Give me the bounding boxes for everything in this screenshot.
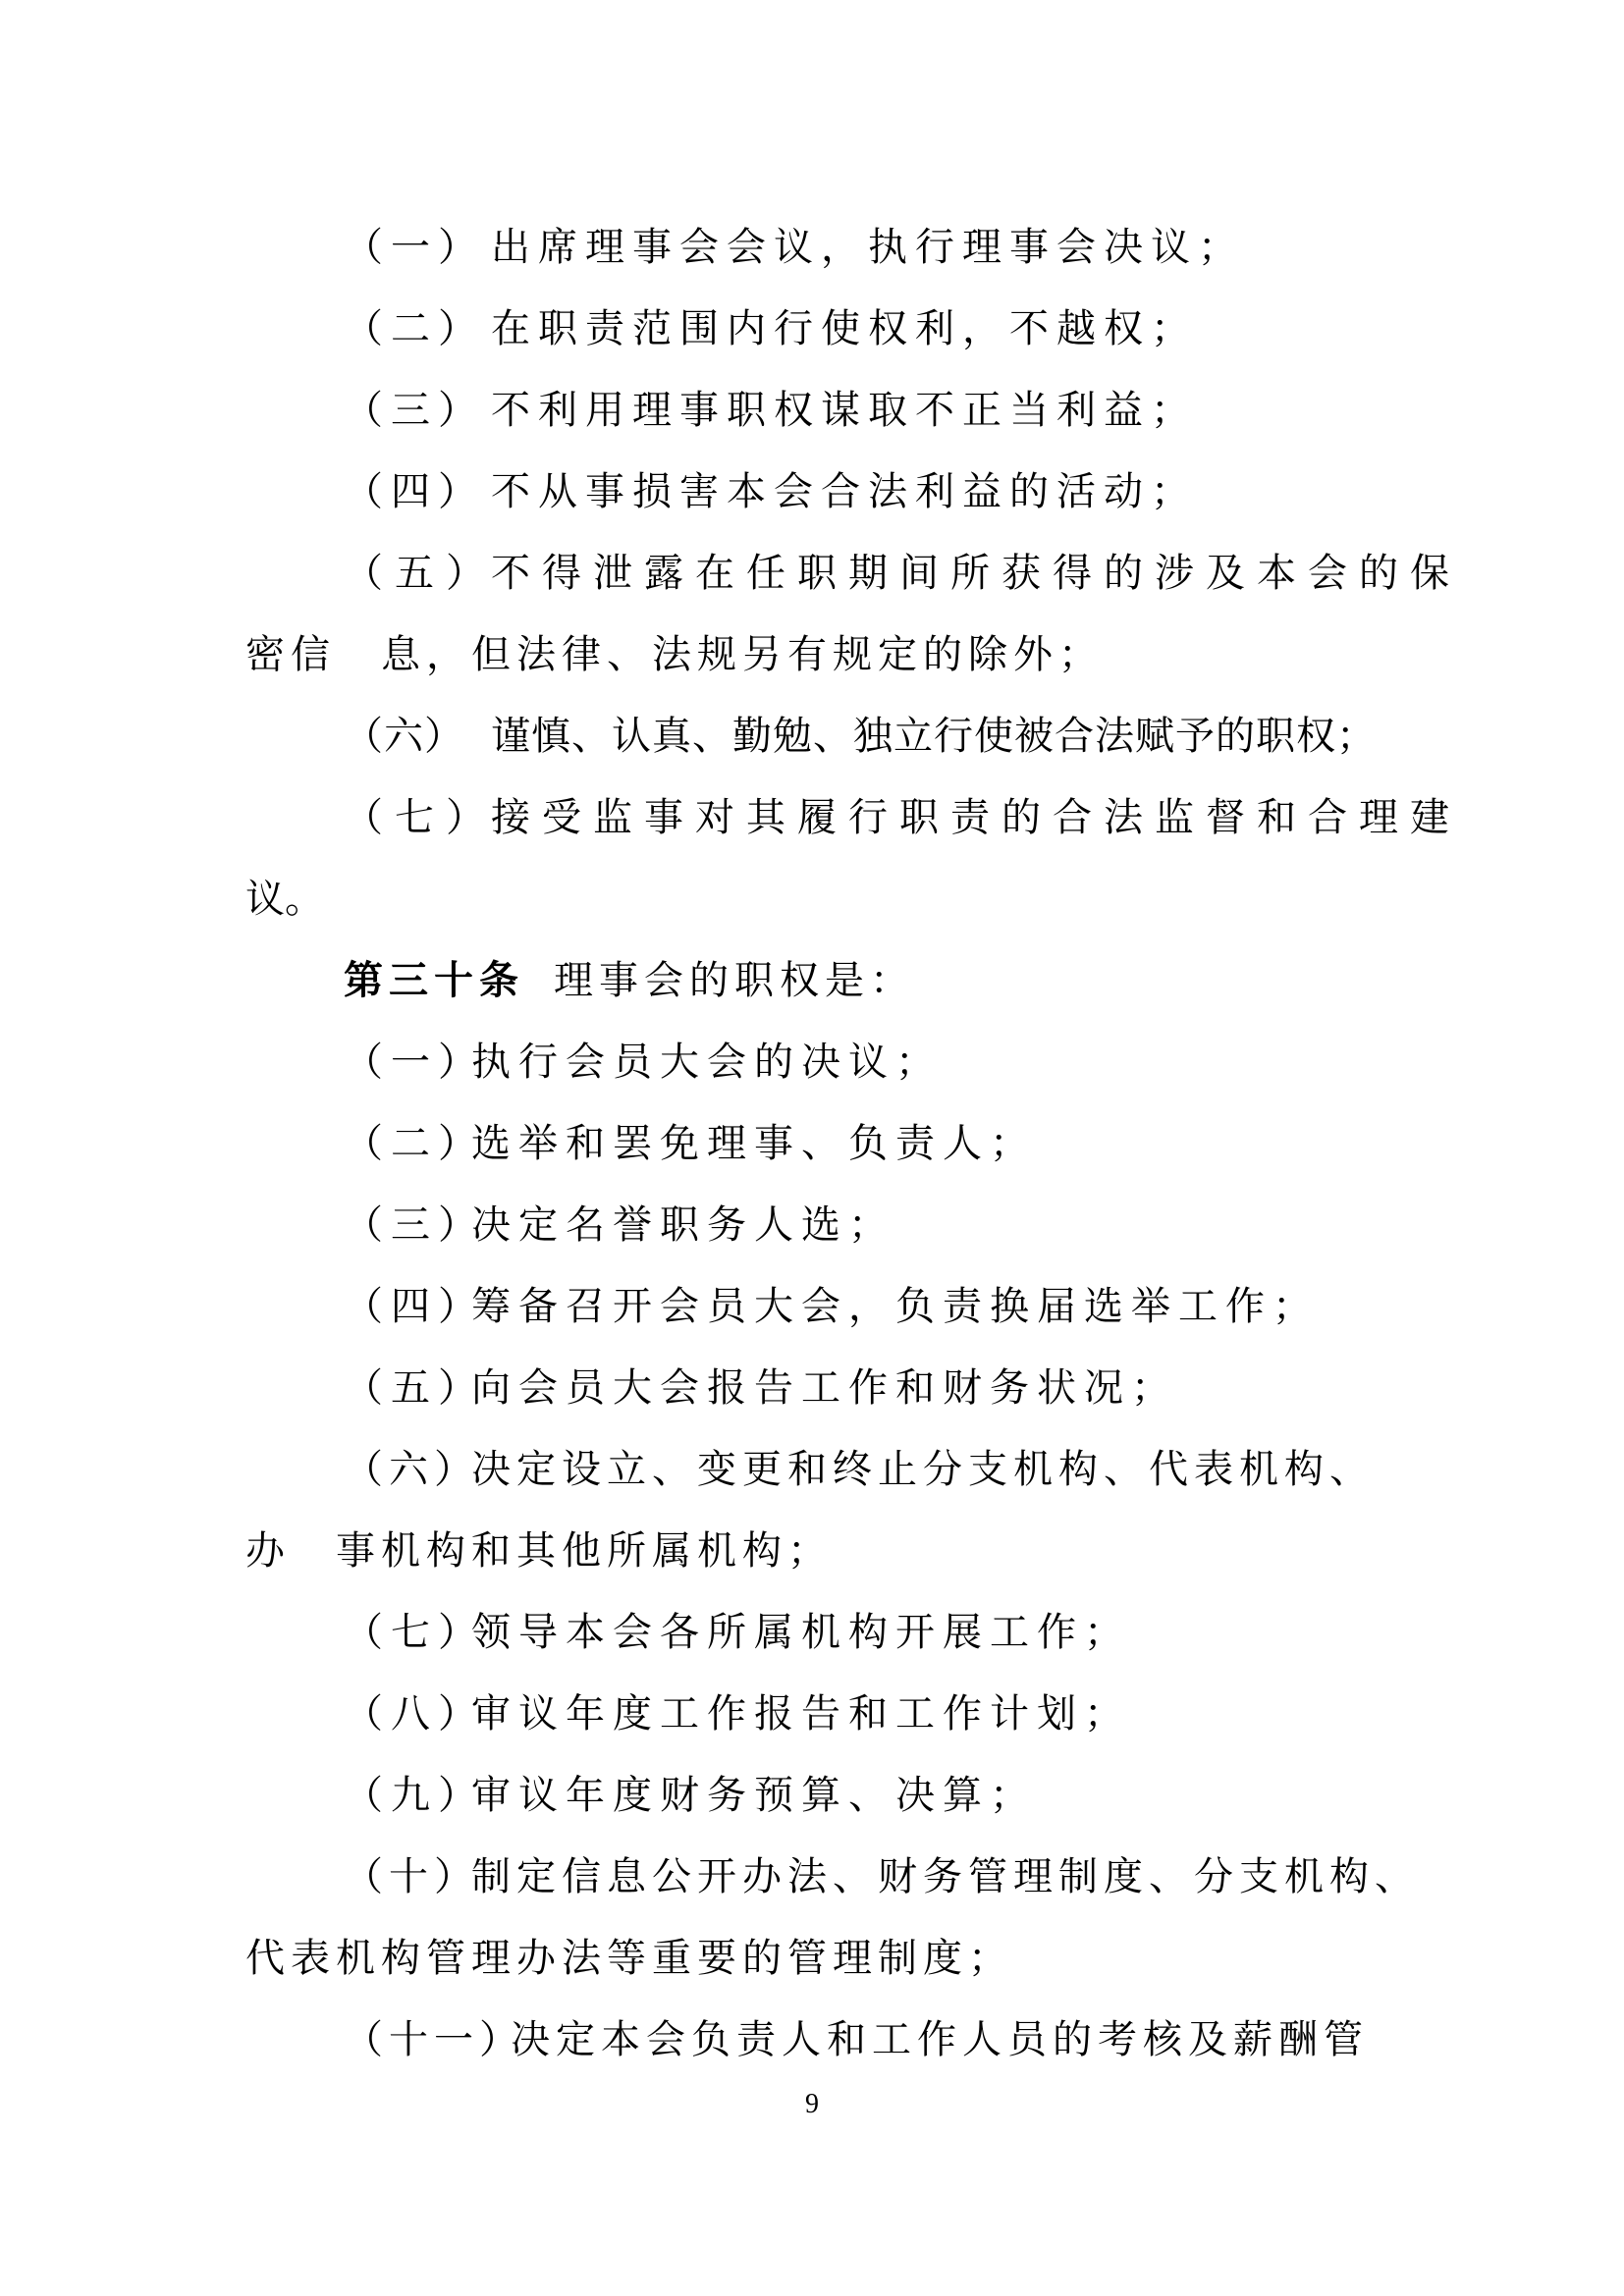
item-number: （六） — [344, 714, 464, 759]
power-item-10 — [344, 1847, 1420, 1906]
item-text: 不得泄露在任职期间所获得的涉及本会的保 — [491, 551, 1461, 596]
duty-item-2 — [344, 299, 1198, 358]
item-number: （八） — [344, 1691, 485, 1736]
duty-item-5 — [344, 544, 1461, 603]
item-number: （二） — [344, 1121, 485, 1166]
power-item-9 — [344, 1766, 1037, 1825]
power-item-5 — [344, 1359, 1178, 1417]
duty-item-7-continued: 议。 — [245, 877, 324, 922]
duty-item-6 — [344, 707, 1377, 766]
power-item-6 — [344, 1440, 1375, 1499]
power-item-1 — [344, 1033, 943, 1092]
item-text: 不利用理事职权谋取不正当利益； — [491, 388, 1198, 433]
item-number: （六） — [344, 1447, 479, 1492]
duty-item-4 — [344, 462, 1198, 521]
duty-item-7 — [344, 788, 1461, 847]
item-number: （七） — [344, 795, 497, 840]
item-number: （四） — [344, 1284, 485, 1329]
item-number: （一） — [344, 225, 485, 270]
item-number: （二） — [344, 306, 485, 351]
duty-item-5-continued: 密信 息，但法律、法规另有规定的除外； — [245, 632, 1104, 677]
item-text: 筹备召开会员大会，负责换届选举工作； — [471, 1284, 1320, 1329]
power-item-3 — [344, 1196, 895, 1255]
item-number: （十） — [344, 1854, 479, 1899]
item-text: 在职责范围内行使权利，不越权； — [491, 306, 1198, 351]
item-number: （三） — [344, 388, 485, 433]
item-number: （四） — [344, 469, 485, 514]
item-number: （三） — [344, 1202, 485, 1248]
power-item-8 — [344, 1684, 1131, 1743]
item-text: 制定信息公开办法、财务管理制度、分支机构、 — [471, 1854, 1420, 1899]
power-item-7 — [344, 1603, 1131, 1662]
power-item-10-continued: 代表机构管理办法等重要的管理制度； — [245, 1936, 1013, 1981]
item-text: 决定名誉职务人选； — [471, 1202, 895, 1248]
item-text: 领导本会各所属机构开展工作； — [471, 1610, 1131, 1655]
power-item-4 — [344, 1277, 1320, 1336]
duty-item-1 — [344, 218, 1245, 277]
item-text: 向会员大会报告工作和财务状况； — [471, 1365, 1178, 1411]
duty-item-3 — [344, 381, 1198, 440]
item-text: 决定设立、变更和终止分支机构、代表机构、 — [471, 1447, 1375, 1492]
item-text: 接受监事对其履行职责的合法监督和合理建 — [491, 795, 1461, 840]
page-number: 9 — [805, 2089, 819, 2119]
item-text: 出席理事会会议，执行理事会决议； — [491, 225, 1245, 270]
power-item-11 — [344, 2010, 1369, 2069]
item-text: 选举和罢免理事、负责人； — [471, 1121, 1037, 1166]
item-number: （十一） — [344, 2017, 524, 2062]
power-item-6-continued: 办 事机构和其他所属机构； — [245, 1528, 833, 1574]
item-number: （七） — [344, 1610, 485, 1655]
item-number: （九） — [344, 1773, 485, 1818]
item-text: 谨慎、认真、勤勉、独立行使被合法赋予的职权； — [491, 714, 1377, 759]
item-text: 审议年度财务预算、决算； — [471, 1773, 1037, 1818]
power-item-2 — [344, 1114, 1037, 1173]
item-number: （五） — [344, 551, 497, 596]
item-text: 审议年度工作报告和工作计划； — [471, 1691, 1131, 1736]
article-heading — [344, 951, 915, 1010]
item-number: （五） — [344, 1365, 485, 1411]
article-number: 第三十条 — [344, 957, 524, 1003]
item-text: 不从事损害本会合法利益的活动； — [491, 469, 1198, 514]
item-text: 执行会员大会的决议； — [471, 1040, 943, 1085]
article-text: 理事会的职权是： — [554, 958, 915, 1003]
item-text: 决定本会负责人和工作人员的考核及薪酬管 — [511, 2017, 1369, 2062]
item-number: （一） — [344, 1040, 485, 1085]
